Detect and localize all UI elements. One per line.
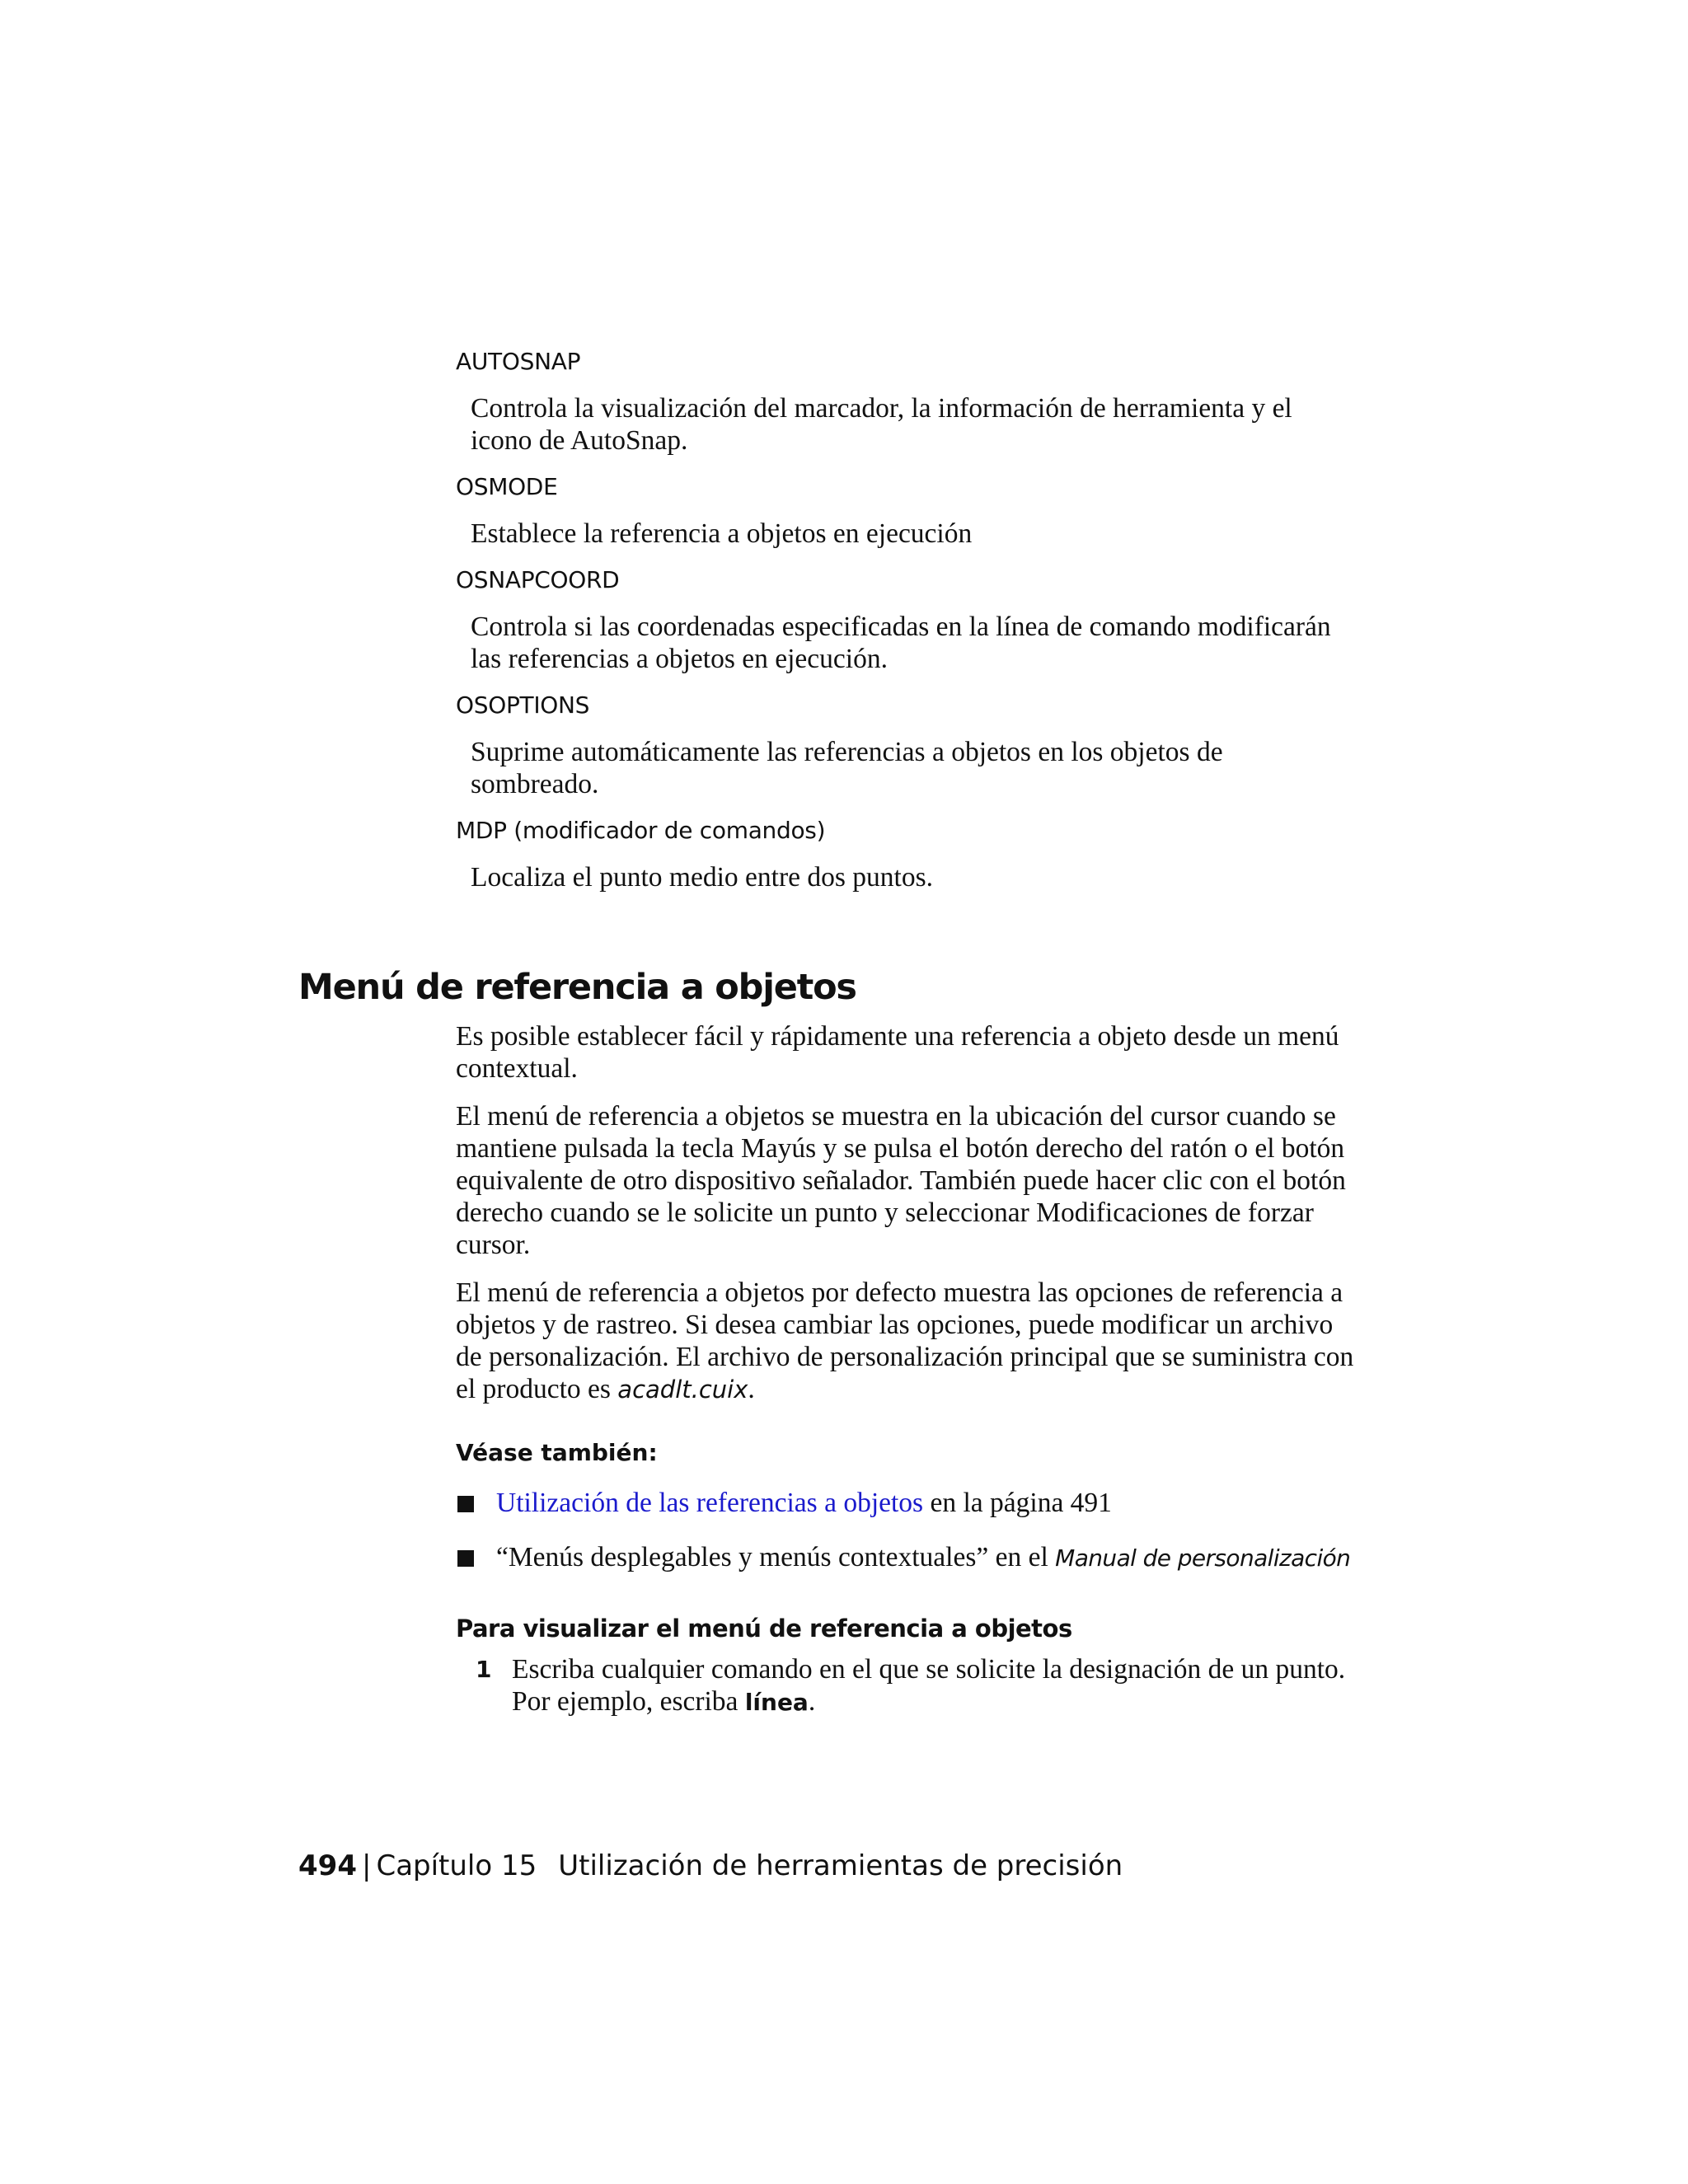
chapter-title: Utilización de herramientas de precisión [558, 1849, 1123, 1882]
see-also-label: Véase también: [456, 1439, 658, 1466]
section-body [456, 1020, 1362, 1718]
procedure-heading: Para visualizar el menú de referencia a objetos [456, 1615, 1072, 1643]
footer-separator: | [361, 1849, 372, 1882]
manual-title: Manual de personalización [1055, 1544, 1351, 1572]
variable-name: MDP (modificador de comandos) [456, 817, 826, 844]
section-heading: Menú de referencia a objetos [298, 967, 856, 1008]
variable-name: AUTOSNAP [456, 348, 581, 375]
paragraph-end: . [748, 1374, 755, 1404]
file-name: acadlt.cuix [617, 1376, 748, 1404]
page-number: 494 [298, 1849, 357, 1882]
step-number: 1 [476, 1656, 492, 1683]
step-end: . [808, 1686, 816, 1717]
chapter-label: Capítulo 15 [376, 1849, 537, 1882]
variable-description: Suprime automáticamente las referencias a objetos en los objetos de sombreado. [471, 737, 1223, 799]
see-also-list [456, 1487, 1362, 1574]
variable-description: Controla si las coordenadas especificadas en la línea de comando modificarán las referencias a objetos en ejecución. [471, 612, 1331, 674]
list-item [456, 1487, 1362, 1519]
variable-description: Localiza el punto medio entre dos puntos. [471, 862, 933, 893]
variable-name: OSMODE [456, 473, 558, 500]
square-bullet-icon [457, 1550, 474, 1567]
paragraph [456, 1277, 1354, 1406]
page-reference: en la página 491 [923, 1488, 1112, 1518]
variable-name: OSOPTIONS [456, 691, 590, 719]
list-item [456, 1541, 1362, 1574]
paragraph: Es posible establecer fácil y rápidamente una referencia a objeto desde un menú contextual. [456, 1021, 1339, 1084]
reference-text: “Menús desplegables y menús contextuales” en el [496, 1542, 1056, 1572]
paragraph: El menú de referencia a objetos se muestra en la ubicación del cursor cuando se mantiene pulsada la tecla Mayús y se pulsa el botón derecho del ratón o el botón equivalente de otro dispositivo señalador. También puede hacer clic con el botón derecho cuando se le solicite un punto y seleccionar Modificaciones de forzar cursor. [456, 1101, 1346, 1260]
system-variables-list [456, 346, 1362, 908]
variable-description: Controla la visualización del marcador, la información de herramienta y el icono de AutoSnap. [471, 393, 1292, 456]
square-bullet-icon [457, 1496, 474, 1512]
paragraph-text: El menú de referencia a objetos por defecto muestra las opciones de referencia a objetos y de rastreo. Si desea cambiar las opciones, puede modificar un archivo de personalización. El archivo de personalización principal que se suministra con el producto es [456, 1277, 1354, 1404]
cross-reference-link[interactable]: Utilización de las referencias a objetos [496, 1488, 924, 1518]
command-name: línea [744, 1689, 809, 1716]
procedure-step [456, 1653, 1354, 1718]
step-text: Escriba cualquier comando en el que se solicite la designación de un punto. Por ejemplo, escriba [512, 1654, 1346, 1717]
page-footer [298, 1848, 1123, 1884]
variable-name: OSNAPCOORD [456, 566, 620, 593]
variable-description: Establece la referencia a objetos en ejecución [471, 518, 973, 549]
